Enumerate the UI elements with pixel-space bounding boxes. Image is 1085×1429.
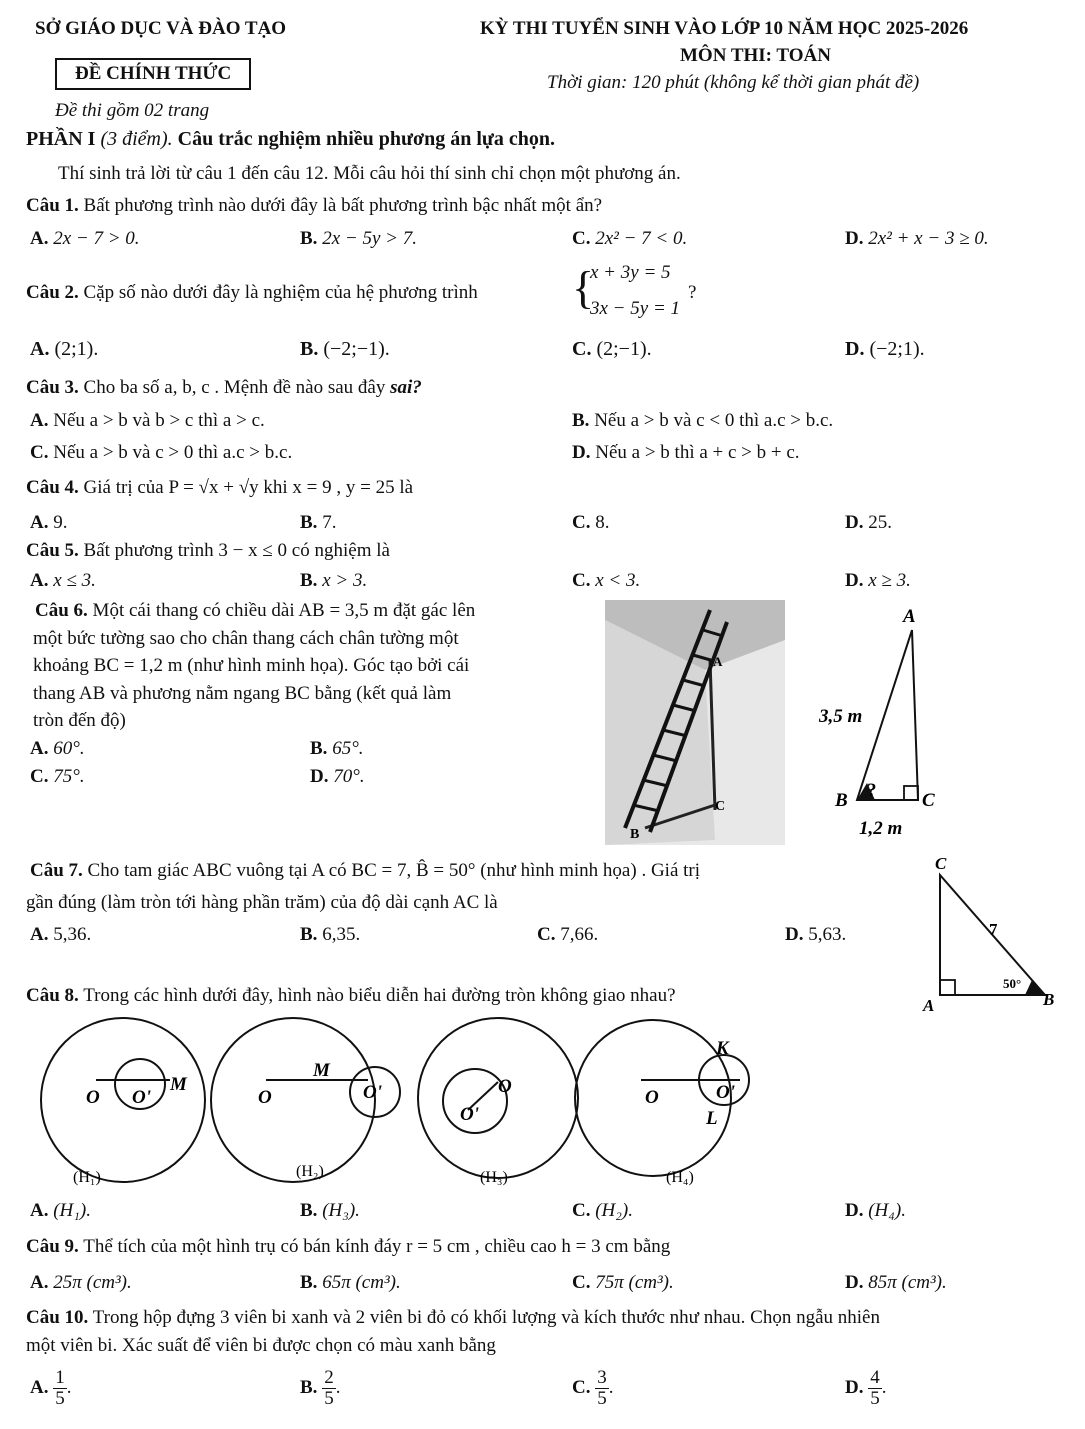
q5-option-b: B. x > 3. [300,570,368,591]
photo-label-c: C [715,799,726,814]
q3-option-b: B. Nếu a > b và c < 0 thì a.c > b.c. [572,410,834,431]
q2-option-d: D. (−2;1). [845,338,925,360]
pages-note: Đề thi gồm 02 trang [55,100,210,121]
q7-line-2: gần đúng (làm tròn tới hàng phần trăm) của độ dài cạnh AC là [26,892,498,913]
ladder-diagram [815,600,935,840]
circles-figure [28,1010,808,1195]
q6-option-a: A. 60°. [30,738,85,759]
q1-option-b: B. 2x − 5y > 7. [300,228,417,249]
q2-stem: Câu 2. Cặp số nào dưới đây là nghiệm của hệ phương trình [26,282,478,303]
subject: MÔN THI: TOÁN [680,45,831,66]
q9-option-a: A. 25π (cm³). [30,1272,132,1293]
q2-option-a: A. (2;1). [30,338,99,360]
tri-angle: 50° [1003,976,1022,991]
h3-caption: (H₃) [480,1169,508,1186]
diagram-question: ? [867,780,877,801]
diagram-label-c: C [922,790,935,811]
q1-option-d: D. 2x² + x − 3 ≥ 0. [845,228,989,249]
tri-label-b: B [1043,990,1055,1009]
h2-label-op: O' [363,1082,382,1103]
q6-option-d: D. 70°. [310,766,365,787]
q2-brace: { [572,262,595,313]
q8-option-c: C. (H₂). [572,1200,633,1221]
q9-option-c: C. 75π (cm³). [572,1272,674,1293]
q10-option-d: D. $\frac{4}{5}$ . [845,1367,887,1409]
part1-instruction: Thí sinh trả lời từ câu 1 đến câu 12. Mỗi câu hỏi thí sinh chỉ chọn một phương án. [58,163,681,184]
q7-option-c: C. 7,66. [537,924,599,945]
h1-label-m: M [170,1074,187,1095]
h4-caption: (H₄) [666,1169,694,1186]
h3-label-op: O' [460,1104,479,1125]
q6-line-3: khoảng BC = 1,2 m (như hình minh họa). Góc tạo bởi cái [33,655,470,676]
h1-label-o: O [86,1087,100,1108]
q4-stem: Câu 4. Giá trị của P = √x + √y khi x = 9 , y = 25 là [26,477,414,498]
q7-option-b: B. 6,35. [300,924,361,945]
q6-line-5: tròn đến độ) [33,710,126,731]
photo-label-a: A [713,654,723,669]
q8-option-a: A. (H₁). [30,1200,91,1221]
q9-stem: Câu 9. Thể tích của một hình trụ có bán kính đáy r = 5 cm , chiều cao h = 3 cm bằng [26,1236,671,1257]
h3-label-o: O [498,1076,512,1097]
diagram-length: 3,5 m [819,706,863,727]
q7-option-a: A. 5,36. [30,924,92,945]
h1-caption: (H₁) [73,1169,101,1186]
time-note: Thời gian: 120 phút (không kể thời gian phát đề) [547,72,920,93]
q8-stem: Câu 8. Trong các hình dưới đây, hình nào biểu diễn hai đường tròn không giao nhau? [26,985,676,1006]
tri-label-c: C [935,855,947,873]
q5-option-c: C. x < 3. [572,570,641,591]
q2-equation-2: 3x − 5y = 1 [590,298,681,319]
q3-option-d: D. Nếu a > b thì a + c > b + c. [572,442,800,463]
q10-line-1: Câu 10. Trong hộp đựng 3 viên bi xanh và 2 viên bi đỏ có khối lượng và kích thước như nhau. Chọn ngẫu nhiên [26,1307,880,1328]
exam-title: KỲ THI TUYỂN SINH VÀO LỚP 10 NĂM HỌC 2025-2026 [480,18,969,39]
h4-label-op: O' [716,1082,735,1103]
q2-equation-1: x + 3y = 5 [590,262,671,283]
diagram-base: 1,2 m [859,818,903,839]
q10-line-2: một viên bi. Xác suất để viên bi được chọn có màu xanh bằng [26,1335,496,1356]
diagram-label-a: A [903,606,916,627]
h1-label-op: O' [132,1087,151,1108]
h2-label-m: M [313,1060,330,1081]
part1-heading: PHẦN I (3 điểm). Câu trắc nghiệm nhiều phương án lựa chọn. [26,128,556,150]
q7-option-d: D. 5,63. [785,924,847,945]
official-label: ĐỀ CHÍNH THỨC [55,58,251,90]
ladder-photo [605,600,785,845]
q4-option-a: A. 9. [30,512,68,533]
q3-stem: Câu 3. Cho ba số a, b, c . Mệnh đề nào sau đây sai? [26,377,422,398]
q5-stem: Câu 5. Bất phương trình 3 − x ≤ 0 có nghiệm là [26,540,390,561]
h2-caption: (H₂) [296,1163,324,1180]
q6-line-2: một bức tường sao cho chân thang cách chân tường một [33,628,459,649]
q6-line-4: thang AB và phương nằm ngang BC bằng (kết quả làm [33,683,452,704]
q5-option-d: D. x ≥ 3. [845,570,911,591]
triangle-diagram [915,855,1060,1015]
q3-option-c: C. Nếu a > b và c > 0 thì a.c > b.c. [30,442,293,463]
org-name: SỞ GIÁO DỤC VÀ ĐÀO TẠO [35,18,287,39]
q2-question-mark: ? [688,282,697,303]
h4-label-l: L [706,1108,718,1129]
q7-line-1: Câu 7. Cho tam giác ABC vuông tại A có BC = 7, B̂ = 50° (như hình minh họa) . Giá trị [30,860,701,881]
q1-stem: Câu 1. Bất phương trình nào dưới đây là bất phương trình bậc nhất một ẩn? [26,195,603,216]
q6-option-c: C. 75°. [30,766,85,787]
tri-label-a: A [923,996,935,1015]
h4-label-k: K [716,1038,729,1059]
diagram-label-b: B [835,790,848,811]
q3-option-a: A. Nếu a > b và b > c thì a > c. [30,410,265,431]
q9-option-b: B. 65π (cm³). [300,1272,401,1293]
q1-option-a: A. 2x − 7 > 0. [30,228,140,249]
photo-label-b: B [630,827,640,842]
h2-label-o: O [258,1087,272,1108]
q6-option-b: B. 65°. [310,738,364,759]
h4-label-o: O [645,1087,659,1108]
q10-option-b: B. $\frac{2}{5}$ . [300,1367,341,1409]
q10-option-c: C. $\frac{3}{5}$ . [572,1367,614,1409]
q4-option-d: D. 25. [845,512,892,533]
q10-option-a: A. $\frac{1}{5}$ . [30,1367,72,1409]
q2-option-c: C. (2;−1). [572,338,652,360]
q8-option-d: D. (H₄). [845,1200,906,1221]
q4-option-c: C. 8. [572,512,610,533]
q5-option-a: A. x ≤ 3. [30,570,96,591]
q4-option-b: B. 7. [300,512,337,533]
q1-option-c: C. 2x² − 7 < 0. [572,228,688,249]
q9-option-d: D. 85π (cm³). [845,1272,947,1293]
q8-option-b: B. (H₃). [300,1200,360,1221]
q6-line-1: Câu 6. Một cái thang có chiều dài AB = 3,5 m đặt gác lên [35,600,476,621]
q2-option-b: B. (−2;−1). [300,338,390,360]
tri-label-7: 7 [989,920,998,939]
